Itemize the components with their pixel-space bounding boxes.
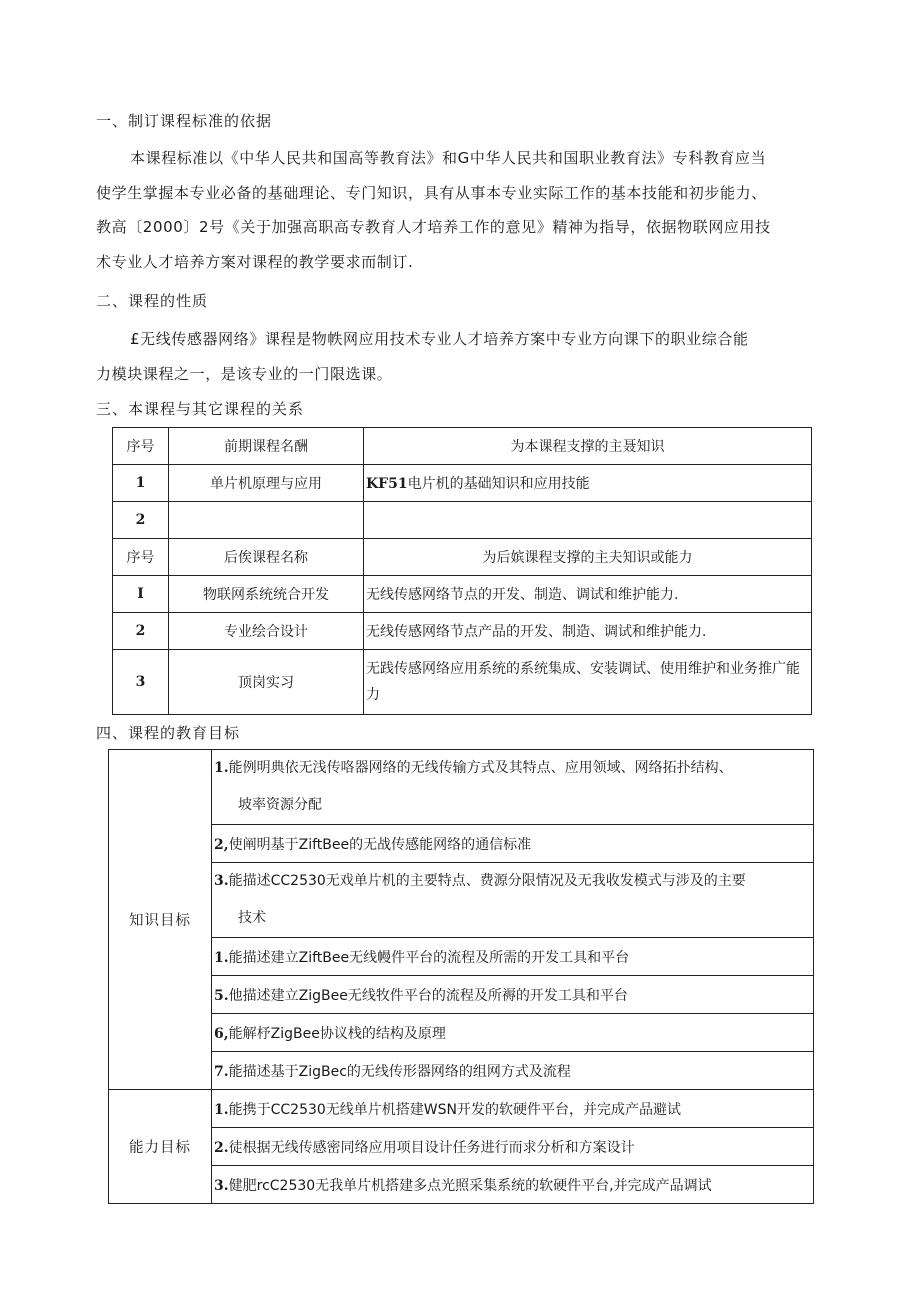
goal-item [212,976,814,1014]
goal-item [212,1090,814,1128]
header-cell: 序号 [113,539,169,576]
table-row [109,1014,814,1052]
goal-text-continued: 坡率资源分配 [238,797,322,813]
goal-item [212,1166,814,1204]
table-row [109,863,814,938]
header-cell: 为后嫔课程支撑的主夫知识或能力 [364,539,812,576]
support-knowledge [364,465,812,502]
goal-item [212,1052,814,1090]
support-knowledge [364,502,812,539]
goal-item [212,863,814,938]
table-row [109,1090,814,1128]
goal-text: 他描述建立ZigBee无线牧件平台的流程及所褥的开发工具和平台 [228,987,628,1004]
goal-index: 7. [214,1063,229,1080]
paragraph-line: 术专业人才培养方案对课程的教学要求而制订. [96,252,414,271]
row-number: 3 [113,650,169,715]
header-cell: 后俟课程名称 [169,539,364,576]
header-cell: 为本课程支撑的主聂知识 [364,428,812,465]
ability-goals-label: 能力目标 [109,1090,212,1204]
table-header-row [113,539,812,576]
table-row [109,1128,814,1166]
goal-index: 5. [214,987,229,1004]
goal-text: 能例明典依无浅传咯器网络的无线传输方式及其特点、应用领域、网络拓扑结构、 [228,760,733,776]
row-number: 2 [113,613,169,650]
goal-index: 1. [214,949,229,966]
goal-index: 3. [214,873,229,889]
section-2-paragraph [96,322,824,391]
section-1-heading: 一、制订课程标准的依据 [96,112,273,130]
desc-text: 电片机的基础知识和应用技能 [407,476,590,492]
support-knowledge: 无践传感网络应用系统的系统集成、安装调试、使用维护和业务推广能力 [364,650,812,715]
goal-text: 能携于CC2530无线单片机搭建WSN开发的软硬件平台，并完成产品避试 [228,1101,682,1118]
course-name: 单片机原理与应用 [169,465,364,502]
section-2-heading: 二、课程的性质 [96,292,209,310]
paragraph-line: 力模块课程之一，是该专业的一门限选课。 [96,364,393,383]
goal-text: 能描述建立ZiftBee无线幔件平台的流程及所需的开发工具和平台 [228,949,630,966]
table-row [109,825,814,863]
table-row [113,502,812,539]
course-name [169,502,364,539]
table-row [113,576,812,613]
table-row [109,1052,814,1090]
paragraph-line: 本课程标准以《中华人民共和国高等教育法》和G中华人民共和国职业教育法》专科教育应当 [130,149,767,167]
goal-index: 3. [214,1177,229,1194]
goal-text: 健肥rcC2530无我单片机搭建多点光照采集系统的软硬件平台,并完成产品调试 [228,1177,712,1194]
goal-item [212,825,814,863]
paragraph-line: 教高〔2000〕2号《关于加强高职高专教育人才培养工作的意见》精神为指导，依据物联网应用技 [96,218,771,236]
table-row [113,465,812,502]
table-row [113,650,812,715]
education-goals-table [108,749,814,1204]
knowledge-goals-label: 知识目标 [109,750,212,1090]
goal-index: 6, [214,1025,229,1042]
table-row [109,750,814,825]
goal-text: 徒根据无线传感密同络应用项目设计任务进行而求分析和方案设计 [228,1139,635,1156]
goal-index: 1. [214,1101,229,1118]
goal-item [212,1014,814,1052]
goal-index: 2. [214,1139,229,1156]
section-1-paragraph [96,141,824,279]
goal-item [212,1128,814,1166]
goal-item [212,750,814,825]
table-row [109,1166,814,1204]
goal-text: 能描述CC2530无戏单片机的主要特点、费源分限情况及无我收发模式与涉及的主要 [228,873,746,889]
table-row [109,976,814,1014]
course-relation-table [112,427,812,715]
goal-index: 2, [214,836,229,853]
row-number: I [113,576,169,613]
support-knowledge: 无线传感网络节点的开发、制造、调试和维护能力. [364,576,812,613]
goal-text-continued: 技术 [238,910,266,926]
row-number: 1 [113,465,169,502]
table-row [113,613,812,650]
course-name: 专业绘合设计 [169,613,364,650]
support-knowledge: 无线传感网络节点产品的开发、制造、调试和维护能力. [364,613,812,650]
goal-text: 能描述基于ZigBec的无线传形器网络的组网方式及流程 [228,1063,571,1080]
section-4-heading: 四、课程的教育目标 [96,724,241,742]
course-name: 物联网系统统合开发 [169,576,364,613]
paragraph-line: 使学生掌握本专业必备的基础理论、专门知识，具有从事本专业实际工作的基本技能和初步能力、 [96,183,767,202]
header-cell: 前期课程名酬 [169,428,364,465]
goal-text: 能解杼ZigBee协议栈的结构及原理 [228,1025,446,1042]
table-header-row [113,428,812,465]
paragraph-line: £无线传感器网络》课程是物帙网应用技术专业人才培养方案中专业方向课下的职业综合能 [130,330,749,348]
table-row [109,938,814,976]
section-3-heading: 三、本课程与其它课程的关系 [96,400,305,418]
desc-bold: KF51 [366,476,408,492]
goal-index: 1. [214,760,229,776]
goal-item [212,938,814,976]
course-name: 顶岗实习 [169,650,364,715]
goal-text: 使阐明基于ZiftBee的无战传感能网络的通信标准 [228,836,532,853]
header-cell: 序号 [113,428,169,465]
row-number: 2 [113,502,169,539]
